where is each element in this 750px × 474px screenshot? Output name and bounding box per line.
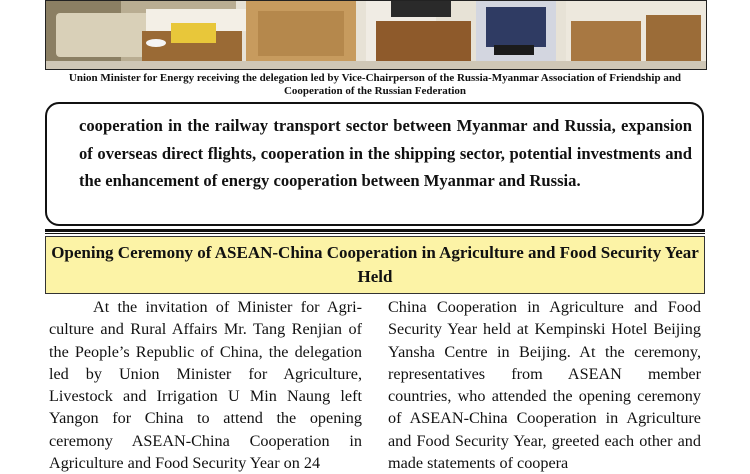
article-column-left [49,296,362,474]
article-paragraph-right: China Cooperation in Agriculture and Food Security Year held at Kempinski Hotel Beijing Yansha Centre in Beijing. At the ceremony, representatives from ASEAN member countries, who attended the opening ceremony of ASEAN-China Cooperation in Agriculture and Food Security Year, greeted each other and made statements of coopera [388,298,701,473]
highlight-box [45,102,704,226]
divider-thin [45,233,705,234]
divider-thick [45,229,705,232]
meeting-photo [45,0,707,70]
headline-banner [45,236,705,294]
highlight-text: cooperation in the railway transport sector between Myanmar and Russia, expansion of overseas direct flights, cooperation in the shipping sector, potential investments and the enhancement of energy cooperation between Myanmar and Russia. [79,116,692,190]
photo-caption: Union Minister for Energy receiving the delegation led by Vice-Chairperson of the Russia-Myanmar Association of Friendship and Cooperation of the Russian Federation [68,72,682,97]
article-headline: Opening Ceremony of ASEAN-China Cooperation in Agriculture and Food Security Year Held [51,243,699,286]
article-paragraph-left: At the invitation of Minister for Agriculture and Rural Affairs Mr. Tang Renjian of the People’s Republic of China, the delegation led by Union Minister for Agriculture, Livestock and Irrigation U Min Naung left Yangon for China to attend the opening ceremony ASEAN-China Cooperation in Agriculture and Food Security Year on 24 [49,298,362,473]
article-column-right [388,296,701,474]
meeting-photo-illustration [46,1,706,69]
